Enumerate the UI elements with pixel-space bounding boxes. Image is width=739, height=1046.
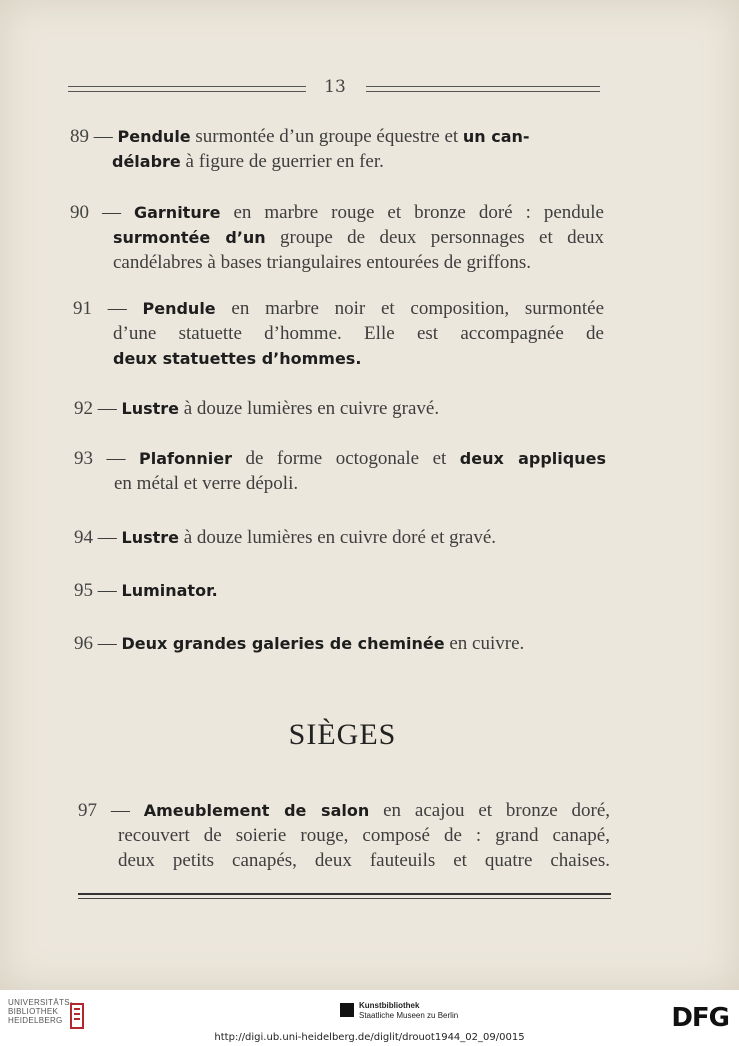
catalog-entry: 94 — Lustre à douze lumières en cuivre doré et gravé. bbox=[74, 527, 497, 548]
entry-number: 94 bbox=[74, 527, 93, 548]
section-title: SIÈGES bbox=[288, 718, 397, 751]
kunstbibliothek-logo-icon bbox=[340, 1003, 354, 1017]
header-rule-right bbox=[366, 86, 600, 92]
catalog-entry: 89 — Pendule surmontée d’un groupe équestre et un can- délabre à figure de guerrier en fer. bbox=[70, 126, 530, 172]
entry-number: 97 bbox=[78, 800, 97, 821]
viewer-footer bbox=[0, 990, 739, 1046]
permalink-url[interactable]: http://digi.ub.uni-heidelberg.de/diglit/drouot1944_02_09/0015 bbox=[214, 1032, 525, 1043]
header-rule-left bbox=[68, 86, 306, 92]
footer-rule bbox=[78, 893, 611, 899]
catalog-entry: 93 — Plafonnier de forme octogonale et deux appliques en métal et verre dépoli. bbox=[74, 448, 606, 494]
entry-number: 91 bbox=[73, 298, 92, 319]
ub-heidelberg-mark-icon bbox=[67, 1002, 87, 1030]
catalog-entry: 95 — Luminator. bbox=[74, 580, 218, 601]
catalog-entry: 96 — Deux grandes galeries de cheminée en cuivre. bbox=[74, 633, 525, 654]
catalog-entry: 90 — Garniture en marbre rouge et bronze doré : pendule surmontée d’un groupe de deux personnages et deux candélabres à bases triangulaires entourées de griffons. bbox=[70, 202, 605, 273]
catalog-entry: 92 — Lustre à douze lumières en cuivre gravé. bbox=[74, 398, 440, 419]
catalog-entry: 97 — Ameublement de salon en acajou et bronze doré, recouvert de soierie rouge, composé de : grand canapé, deux petits canapés, deux fauteuils et quatre chaises. bbox=[78, 800, 610, 871]
entry-number: 92 bbox=[74, 398, 93, 419]
entry-number: 96 bbox=[74, 633, 93, 654]
page-number: 13 bbox=[324, 77, 346, 97]
entry-number: 90 bbox=[70, 202, 89, 223]
entry-number: 95 bbox=[74, 580, 93, 601]
kunstbibliothek-logo[interactable]: Kunstbibliothek Staatliche Museen zu Berlin bbox=[359, 1001, 459, 1020]
catalog-entry: 91 — Pendule en marbre noir et composition, surmontée d’une statuette d’homme. Elle est accompagnée de deux statuettes d’hommes. bbox=[73, 298, 605, 368]
ub-heidelberg-logo[interactable]: UNIVERSITÄTS- BIBLIOTHEK HEIDELBERG bbox=[8, 998, 73, 1025]
entry-number: 93 bbox=[74, 448, 93, 469]
entry-number: 89 bbox=[70, 126, 89, 147]
dfg-logo[interactable]: DFG bbox=[671, 1003, 729, 1033]
